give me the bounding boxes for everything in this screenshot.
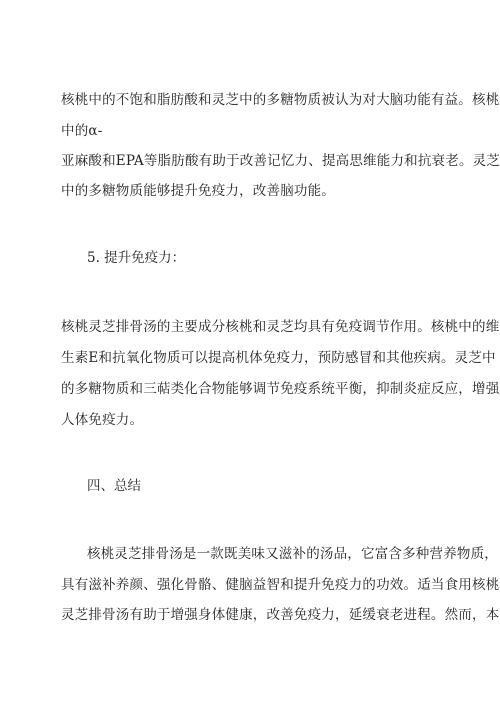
paragraph-3-line-3: 灵芝排骨汤有助于增强身体健康，改善免疫力，延缓衰老进程。然而，本 xyxy=(61,607,500,623)
paragraph-3-line-1: 核桃灵芝排骨汤是一款既美味又滋补的汤品，它富含多种营养物质， xyxy=(87,546,498,562)
paragraph-1-line-1: 核桃中的不饱和脂肪酸和灵芝中的多糖物质被认为对大脑功能有益。核桃 xyxy=(61,92,500,108)
paragraph-3-line-2: 具有滋补养颜、强化骨骼、健脑益智和提升免疫力的功效。适当食用核桃 xyxy=(61,577,500,593)
paragraph-1-line-3: 亚麻酸和EPA等脂肪酸有助于改善记忆力、提高思维能力和抗衰老。灵芝 xyxy=(61,153,500,169)
paragraph-2-line-4: 人体免疫力。 xyxy=(61,412,144,428)
section-4-title: 四、总结 xyxy=(87,478,141,494)
paragraph-2-line-2: 生素E和抗氧化物质可以提高机体免疫力，预防感冒和其他疾病。灵芝中 xyxy=(61,350,496,366)
paragraph-2-line-1: 核桃灵芝排骨汤的主要成分核桃和灵芝均具有免疫调节作用。核桃中的维 xyxy=(61,319,500,335)
paragraph-1-line-4: 中的多糖物质能够提升免疫力，改善脑功能。 xyxy=(61,183,335,199)
paragraph-2-line-3: 的多糖物质和三萜类化合物能够调节免疫系统平衡，抑制炎症反应，增强 xyxy=(61,381,500,397)
paragraph-1-line-2: 中的α- xyxy=(61,123,103,139)
heading-5: 5. 提升免疫力： xyxy=(87,250,186,266)
